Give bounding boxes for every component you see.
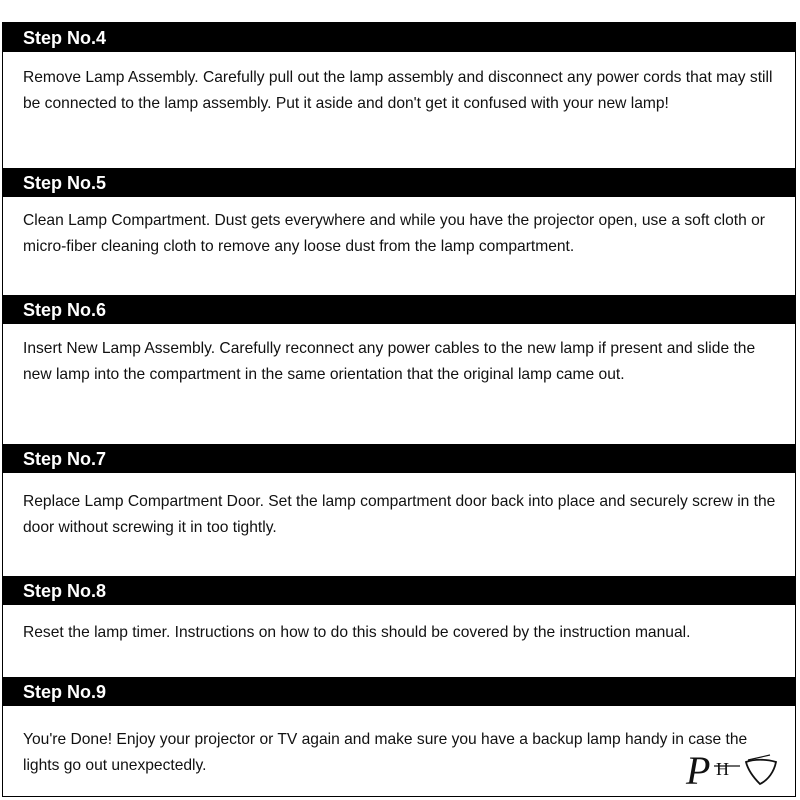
step-8-header (3, 576, 796, 605)
step-7-header (3, 444, 796, 473)
step-6-header (3, 295, 796, 324)
step-5-header (3, 168, 796, 197)
svg-text:H: H (716, 759, 729, 779)
step-4-text: Remove Lamp Assembly. Carefully pull out the lamp assembly and disconnect any power cords that may still be connected to the lamp assembly. Put it aside and don't get it confused with your new lamp! (23, 69, 773, 112)
step-5-text: Clean Lamp Compartment. Dust gets everywhere and while you have the projector open, use a soft cloth or micro-fiber cleaning cloth to remove any loose dust from the lamp compartment. (23, 212, 765, 255)
step-9-title: Step No.9 (23, 681, 107, 702)
pho-logo (684, 748, 794, 792)
step-9-header (3, 677, 796, 706)
step-5-title: Step No.5 (23, 172, 107, 193)
step-6-text: Insert New Lamp Assembly. Carefully reconnect any power cables to the new lamp if present and slide the new lamp into the compartment in the same orientation that the original lamp came out. (23, 340, 756, 383)
step-4-header (3, 23, 796, 52)
step-6-title: Step No.6 (23, 299, 107, 320)
step-8-title: Step No.8 (23, 580, 107, 601)
step-8-text: Reset the lamp timer. Instructions on how to do this should be covered by the instruction manual. (23, 624, 691, 641)
step-7-title: Step No.7 (23, 448, 107, 469)
step-7-text: Replace Lamp Compartment Door. Set the lamp compartment door back into place and securely screw in the door without screwing it in too tightly. (23, 493, 776, 536)
step-9-text: You're Done! Enjoy your projector or TV again and make sure you have a backup lamp handy in case the lights go out unexpectedly. (23, 731, 748, 774)
svg-text:P: P (686, 748, 711, 792)
step-4-title: Step No.4 (23, 27, 107, 48)
